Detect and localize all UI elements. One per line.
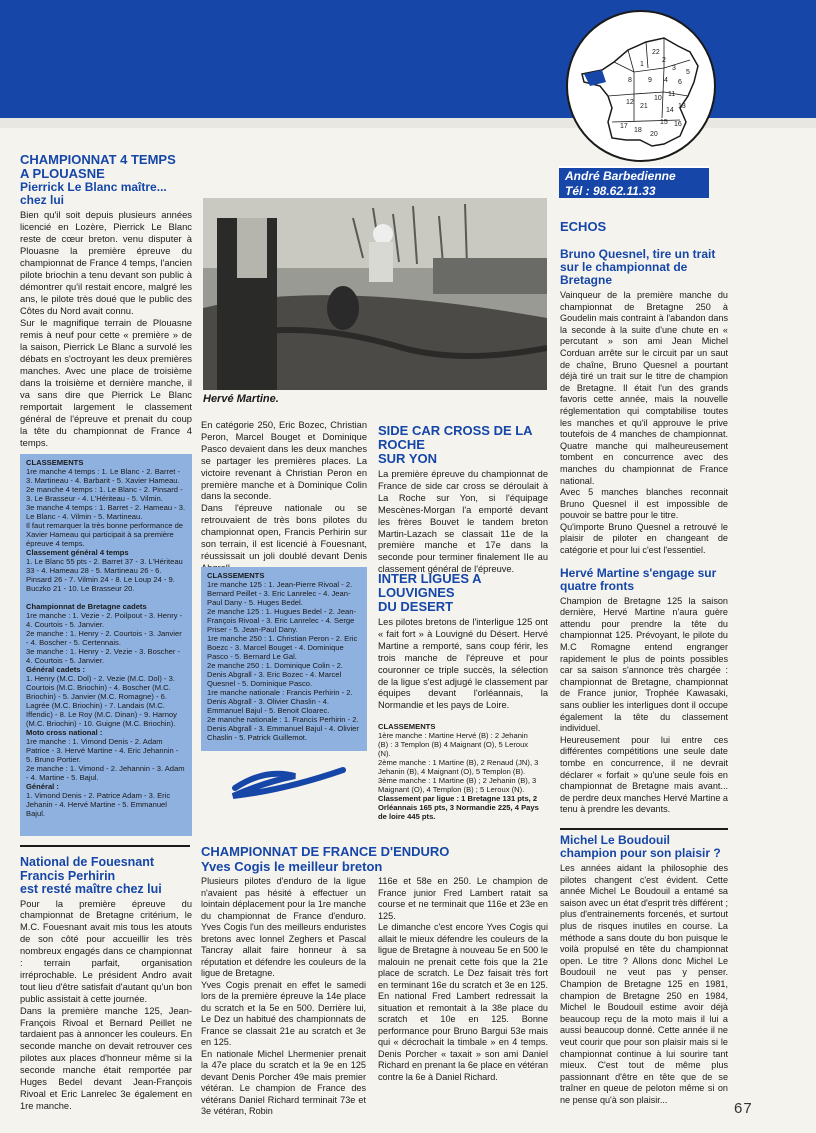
svg-text:19: 19	[678, 151, 686, 158]
classement-1-line	[26, 593, 186, 602]
article-side-car-title1: SIDE CAR CROSS DE LA ROCHE	[378, 423, 533, 452]
classement-1-line: Il faut remarquer la très bonne performance de Xavier Hameau qui participait à sa première épreuve 4 temps.	[26, 521, 184, 548]
article-inter-ligues	[378, 572, 548, 821]
article-side-car-body: La première épreuve du championnat de France de side car cross se déroulait à La Roche sur Yon, si l'équipage Mescènes-Morgan l'a emporté devant les frères Bouvet le tandem breton Martin-Lazach se classait 11e de la première manche et 17e dans la seconde pour terminer finalement IIe au classement général de l'épreuve.	[378, 469, 548, 575]
article-fouesnant-title1: National de Fouesnant	[20, 855, 155, 869]
svg-text:3: 3	[672, 65, 676, 72]
classement-1-line: CLASSEMENTS	[26, 458, 84, 467]
svg-text:14: 14	[666, 107, 674, 114]
classements-box-1-list	[26, 458, 186, 818]
classements-box-1	[20, 454, 192, 836]
page-number: 67	[734, 1100, 753, 1117]
scribble-decoration	[225, 760, 355, 800]
article-side-car	[378, 424, 548, 576]
article-enduro-col-b	[378, 876, 548, 1083]
classement-3-line: 2ème manche : 1 Martine (B), 2 Renaud (JN), 3 Jehanin (B), 4 Maignant (O), 5 Templon (B).	[378, 758, 539, 777]
classement-1-line: 1re manche : 1. Vimond Denis - 2. Adam Patrice - 3. Hervé Martine - 4. Eric Jehannin - 5. Bruno Portier.	[26, 737, 179, 764]
contact-name: André Barbedienne	[565, 169, 676, 183]
svg-text:15: 15	[660, 119, 668, 126]
photo-motocross	[203, 198, 547, 390]
svg-text:11: 11	[668, 91, 676, 98]
classement-1-line: 2e manche : 1. Henry - 2. Courtois - 3. Janvier - 4. Boscher - 5. Certennais.	[26, 629, 182, 647]
article-inter-ligues-body: Les pilotes bretons de l'interligue 125 ont « fait fort » à Louvigné du Désert. Hervé Martine a remporté, sans coup férir, les trois manche de l'épreuve et pour couronner ce triple succès, la sélection de la ligue s'est adjugé le classement par équipes devant l'orléannais, la Normandie et les pays de Loire.	[378, 617, 548, 711]
classement-2-line: 1re manche 250 : 1. Christian Peron - 2. Eric Boezc - 3. Marcel Bouget - 4. Dominique Pasco - 5. Bernard Le Gal.	[207, 634, 358, 661]
svg-text:10: 10	[654, 95, 662, 102]
svg-text:4: 4	[664, 77, 668, 84]
classements-box-2-list	[207, 571, 361, 742]
article-4-temps	[20, 153, 192, 449]
classement-1-line: 1. Henry (M.C. Dol) - 2. Vezie (M.C. Dol) - 3. Courtois (M.C. Briochin) - 4. Boscher (M.C. Briochin) - 5. Janvier (M.C. Romagne) - 6. Lagrée (M.C. Briochin) - 7. Landais (M.C. Iffendic) - 8. Le Roy (M.C. Dinan) - 9. Harnoy (M.C. Briochin) - 10. Guigne (M.C. Briochin).	[26, 674, 177, 728]
classement-3-line: 1ère manche : Martine Hervé (B) : 2 Jehanin (B) : 3 Templon (B) 4 Maignant (O), 5 Leroux (N).	[378, 731, 529, 759]
classement-2-line: 2e manche 125 : 1. Hugues Bedel - 2. Jean-François Rivoal - 3. Eric Lanrelec - 4. Serge Priser - 5. Jean-Paul Dany.	[207, 607, 357, 634]
svg-text:17: 17	[620, 123, 628, 130]
svg-text:13: 13	[678, 103, 686, 110]
classement-1-line: 3e manche 4 temps : 1. Barret - 2. Hameau - 3. Le Blanc - 4. Vilmin - 5. Martineau.	[26, 503, 186, 521]
classement-1-line: Général cadets :	[26, 665, 86, 674]
divider	[20, 845, 190, 847]
classement-1-line: 1. Vimond Denis - 2. Patrice Adam - 3. Eric Jehanin - 4. Hervé Martine - 5. Emmanuel Bajul.	[26, 791, 171, 818]
echos-a1-body: Vainqueur de la première manche du championnat de Bretagne 250 à Goudelin mais contraint à l'abandon dans la seconde à la suite d'une chute en « percutant » son ami Jean Michel Corduan arrête sur le circuit par un saut de chaîne, Bruno Quesnel a pourtant déjà tiré un trait sur le titre de champion de Bretagne. Il était l'un des grands favoris cette année, mais la nouvelle réglementation qui comptabilise toutes les manches et qu'il approuve le prive toutefois de 4 manches de championnat. Quatre manche qui malheureusement tombent en concurrence avec des manches du championnat de France national. Avec 5 manches blanches reconnait Bruno Quesnel il est impossible de pouvoir se battre pour le titre. Qu'importe Bruno Quesnel a retrouvé le plaisir de piloter en changeant de catégorie et pour lui c'est l'essentiel.	[560, 290, 728, 556]
classement-2-line: 1re manche 125 : 1. Jean-Pierre Rivoal - 2. Bernard Peillet - 3. Eric Lanrelec - 4. Jean-Paul Dany - 5. Huges Bedel.	[207, 580, 353, 607]
article-enduro	[201, 845, 548, 874]
echos-a1-title: Bruno Quesnel, tire un trait sur le championnat de Bretagne	[560, 247, 716, 287]
article-fouesnant-title2: Francis Perhirin	[20, 868, 116, 883]
svg-text:5: 5	[686, 69, 690, 76]
france-map-icon	[566, 10, 716, 162]
classement-3-line: CLASSEMENTS	[378, 722, 436, 732]
classement-1-line: Classement général 4 temps	[26, 548, 129, 557]
article-fouesnant-title3: est resté maître chez lui	[20, 882, 162, 896]
article-enduro-body-a: Plusieurs pilotes d'enduro de la ligue n'avaient pas hésité à effectuer un lointain déplacement pour la 1re manche du championnat de France d'enduro. Yves Cogis l'un des meilleurs enduristes bretons avec Ionnel Zeghers et Pascal Tancray allait faire honneur à sa réputation et défendre les couleurs de la ligue de Bretagne. Yves Cogis prenait en effet le samedi lors de la première épreuve la 14e place du scratch et la 5e en 500. Derrière lui, Le Dez un habitué des championnats de France se classait 21e au scratch et 3e en 125. En nationale Michel Lhermenier prenait la 47e place du scratch et la 9e en 125 devant Denis Porcher 49e mais premier vétéran. Le champion de France des vétérans Daniel Richard terminait 73e et 3e vétéran, Robin	[201, 876, 366, 1116]
classement-1-line: Général :	[26, 782, 59, 791]
article-4-temps-body: Bien qu'il soit depuis plusieurs années licencié en Lozère, Pierrick Le Blanc reste de cœur breton. venu disputer à Plouasne la première épreuve du championnat de France 4 temps, l'ancien pilote briochin a tenu devant son public à démontrer qu'il restait encore, malgré les ans, le pilote très doué que le public des Côtes du Nord avait connu. Sur le magnifique terrain de Plouasne remis à neuf pour cette « première » de la saison, Pierrick Le Blanc a survolé les débats en s'octroyant les deux premières manches. Avec une place de troisième dans la troisième et dernière manche, il va sans dire que Pierrick Le Blanc remportait largement le classement général de l'épreuve et prenait du coup la tête du championnat de France 4 temps.	[20, 209, 192, 448]
article-enduro-title1: CHAMPIONNAT DE FRANCE D'ENDURO	[201, 844, 450, 859]
classement-2-line: CLASSEMENTS	[207, 571, 265, 580]
article-inter-ligues-title2: DU DESERT	[378, 599, 454, 614]
classement-2-line: 2e manche nationale : 1. Francis Perhirin - 2. Denis Abgrall - 3. Emmanuel Bajul - 4. Olivier Chaslin - 5. Patrick Guillemot.	[207, 715, 359, 742]
svg-text:2: 2	[662, 57, 666, 64]
article-fouesnant-body: Pour la première épreuve du championnat de Bretagne critérium, le M.C. Fouesnant avait mis tous les atouts de son côté pour accueillir les très nombreux engagés dans ce championnat : terrain parfait, organisation irréprochable. Le président Andro avait tout lieu d'être satisfait d'autant qu'un bon public assistait à cette journée. Dans la première manche 125, Jean-François Rivoal et Bernard Peillet ne tardaient pas à annoncer les couleurs. En seconde manche on devait retrouver ces pilotes aux places d'honneur même si la seconde manche était remportée par Huges Bedel devant Jean-François Rivoal et Eric Lanrelec 3e également en 1re manche.	[20, 898, 192, 1111]
echos-heading: ECHOS	[560, 219, 607, 234]
classement-1-line: 3e manche : 1. Henry - 2. Vezie - 3. Boscher - 4. Courtois - 5. Janvier.	[26, 647, 181, 665]
classement-1-line: 1re manche 4 temps : 1. Le Blanc - 2. Barret - 3. Martineau - 4. Barbarit - 5. Xavier Hameau.	[26, 467, 181, 485]
echos-a2-body: Champion de Bretagne 125 la saison dernière, Hervé Martine n'aura guère attendu pour prendre la tête du championnat 125. Prévoyant, le pilote du M.C Romagne entend engranger rapidement le plus de points possibles car sa saison s'annonce très chargée : championnat de Bretagne, championnat de France junior, Trophée Kawasaki, sans oublier les interligues dont il occupe également la tête du classement individuel. Heureusement pour lui entre ces différentes compétitions une seule date tombe en concurrence, il ne devrait déclarer « forfait » qu'une seule fois en championnat de Bretagne mais avant... de perdre deux manches Hervé Martine a tenu à prendre les devants.	[560, 595, 728, 815]
divider	[560, 828, 728, 830]
inter-ligues-classements	[378, 722, 540, 821]
article-fouesnant-cont	[201, 420, 367, 575]
article-fouesnant-cont-body: En catégorie 250, Eric Bozec, Christian Peron, Marcel Bouget et Dominique Pasco devaient dans les deux manches se partager les premières places. La victoire revenant à Christian Peron en première manche et à Dominique Colin dans la seconde. Dans l'épreuve nationale ou se retrouvaient de très bons pilotes du championnat open, Francis Perhirin sur son terrain, il est licencié à Fouesnant, réussissait un joli doublé devant Denis	[201, 420, 367, 561]
svg-text:1: 1	[640, 61, 644, 68]
article-fouesnant	[20, 856, 192, 1113]
classement-2-line: 1re manche nationale : Francis Perhirin - 2. Denis Abgrall - 3. Olivier Chaslin - 4. Emmanuel Bajul - 5. Benoit Cloarec.	[207, 688, 353, 715]
article-enduro-col-a	[201, 876, 366, 1118]
echos-a3	[560, 834, 728, 1106]
svg-text:18: 18	[634, 127, 642, 134]
classement-1-line: 1. Le Blanc 55 pts - 2. Barret 37 - 3. L'Hériteau 33 - 4. Hameau 28 - 5. Martineau 26 - 6. Pinsard 26 - 7. Vilmin 24 - 8. Le Loup 24 - 9. Buczko 21 - 10. Le Brasseur 20.	[26, 557, 183, 593]
echos-a3-body: Les années aidant la philosophie des pilotes changent c'est évident. Cette année Michel Le Boudouil a entamé sa saison avec un état d'esprit très différent ; plus d'entrainements forcenés, et surtout plus de risques inutiles en course. La méthode a sans doute du bon puisque le voilà propulsé en tête du championnat open. Le titre ? Allons donc Michel Le Boudouil ne veut pas y penser. Champion de Bretagne 125 en 1981, champion de Bretagne 250 en 1984, Michel le Boudouil estime avoir déjà beaucoup reçu de la moto mais il lui a aussi beaucoup donné. Cette année il ne veut courir que pour son plaisir mais si le championnat continue à lui sourire tant mieux. C'est tout de même plus passionnant d'être en tête que de se traîner en queue de peloton même si on ne pense qu'à son plaisir...	[560, 863, 728, 1105]
svg-text:22: 22	[652, 49, 660, 56]
classement-1-line: 2e manche : 1. Vimond - 2. Jehannin - 3. Adam - 4. Martine - 5. Bajul.	[26, 764, 185, 782]
echos-a3-title: Michel Le Boudouil champion pour son plaisir ?	[560, 833, 721, 860]
classement-3-line: Classement par ligue : 1 Bretagne 131 pts, 2 Orléannais 165 pts, 3 Normandie 225, 4 Pays de loire 445 pts.	[378, 794, 539, 822]
classement-3-line: 3ème manche : 1 Martine (B) ; 2 Jehanin (B), 3 Maignant (O), 4 Templon (B) ; 5 Leroux (N).	[378, 776, 537, 795]
svg-text:16: 16	[674, 121, 682, 128]
contact-box	[559, 166, 709, 198]
photo-caption: Hervé Martine.	[203, 393, 279, 405]
echos-column	[560, 220, 728, 816]
article-4-temps-title1: CHAMPIONNAT 4 TEMPS	[20, 152, 176, 167]
article-enduro-body-b: 116e et 58e en 250. Le champion de France junior Fred Lambert ratait sa course et ne terminait que 116e et 23e en 125. Le dimanche c'est encore Yves Cogis qui allait le mieux défendre les couleurs de la ligue de Bretagne à nouveau 5e en 500 le malouin ne prenait cette fois que la 21e place de scratch. Le Dez faisait très fort en terminant 16e du scratch et 3e en 125. En national Fred Lambert redressait la situation et remontait à la 38e place du scratch et 10e en 125. Bonne performance pour Bruno Bargui 53e mais qui « décrochait la timbale » en 4 temps. Denis Porcher « taxait » son ami Daniel Richard en prenant la 6e place en vétéran contre la 6e à Daniel Richard.	[378, 876, 548, 1082]
svg-text:21: 21	[640, 103, 648, 110]
article-4-temps-title2: A PLOUASNE	[20, 166, 105, 181]
article-inter-ligues-title1: INTER LIGUES A LOUVIGNES	[378, 571, 482, 600]
svg-text:9: 9	[648, 77, 652, 84]
classement-2-line: 2e manche 250 : 1. Dominique Colin - 2. Denis Abgrall - 3. Eric Bozec - 4. Marcel Quesnel - 5. Dominique Pasco.	[207, 661, 343, 688]
classement-1-line: Moto cross national :	[26, 728, 103, 737]
echos-a2-title: Hervé Martine s'engage sur quatre fronts	[560, 565, 717, 593]
classement-1-line: Championnat de Bretagne cadets	[26, 602, 147, 611]
article-side-car-title2: SUR YON	[378, 451, 437, 466]
article-enduro-title2: Yves Cogis le meilleur breton	[201, 859, 383, 874]
svg-text:12: 12	[626, 99, 634, 106]
contact-tel: Tél : 98.62.11.33	[565, 184, 656, 198]
svg-text:20: 20	[650, 131, 658, 138]
svg-text:8: 8	[628, 77, 632, 84]
article-4-temps-subtitle: Pierrick Le Blanc maître... chez lui	[20, 180, 167, 207]
classement-1-line: 2e manche 4 temps : 1. Le Blanc - 2. Pinsard - 3. Le Brasseur - 4. L'Hériteau - 5. Vilmin.	[26, 485, 183, 503]
classements-box-2	[201, 567, 367, 751]
classement-1-line: 1re manche : 1. Vezie - 2. Poilpout - 3. Henry - 4. Courtois - 5. Janvier.	[26, 611, 183, 629]
svg-text:6: 6	[678, 79, 682, 86]
